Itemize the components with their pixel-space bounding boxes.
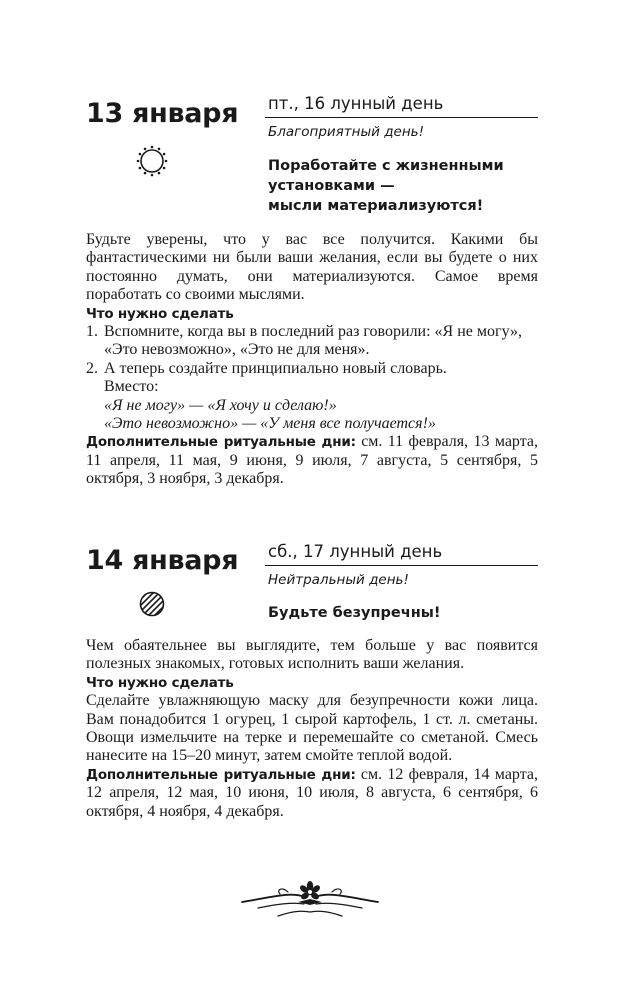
motto-line: установками —	[268, 178, 395, 194]
entry-date: 13 января	[86, 98, 239, 129]
list-number: 2.	[86, 359, 98, 377]
list-item	[86, 360, 538, 434]
header-divider	[265, 565, 538, 566]
list-text: Вспомните, когда вы в последний раз говорили: «Я не могу», «Это невозможно», «Это не для меня».	[104, 323, 522, 359]
todo-text: Сделайте увлажняющую маску для безупречности кожи лица. Вам понадобится 1 огурец, 1 сырой картофель, 1 ст. л. сметаны. Овощи измельчите на терке и перемешайте со сметаной. Смесь нанесите на 15–20 минут, затем смойте теплой водой.	[86, 692, 538, 765]
entry-body	[86, 231, 538, 489]
day-verdict: Благоприятный день!	[268, 124, 425, 140]
ritual-days	[86, 433, 538, 488]
list-text: А теперь создайте принципиально новый словарь.	[104, 359, 447, 377]
day-motto	[268, 156, 504, 216]
ritual-header: Дополнительные ритуальные дни:	[86, 766, 356, 783]
entry-date: 14 января	[86, 545, 239, 576]
flourish-ornament	[238, 872, 382, 924]
intro-paragraph: Чем обаятельнее вы выглядите, тем больше у вас появится полезных знакомых, готовых исполнить ваши желания.	[86, 637, 538, 673]
lunar-day-line: сб., 17 лунный день	[268, 542, 443, 561]
ritual-header: Дополнительные ритуальные дни:	[86, 434, 356, 451]
list-subtext: Вместо:	[104, 378, 159, 396]
todo-header: Что нужно сделать	[86, 305, 234, 322]
motto-line: Будьте безупречны!	[268, 605, 441, 621]
intro-paragraph: Будьте уверены, что у вас все получится. Какими бы фантастическими ни были ваши желания, если вы будете о них постоянно думать, они материализуются. Самое время поработать со своими мыслями.	[86, 231, 538, 304]
todo-header: Что нужно сделать	[86, 674, 234, 691]
ritual-text: см. 12 февраля, 14 марта, 12 апреля, 12 мая, 10 июня, 10 июля, 8 августа, 6 сентября, 6 октября, 4 ноября, 4 декабря.	[86, 765, 538, 820]
day-verdict: Нейтральный день!	[268, 572, 409, 588]
list-number: 1.	[86, 323, 98, 341]
quote-line: «Я не могу» — «Я хочу и сделаю!»	[104, 396, 337, 414]
hatched-moon-icon	[136, 588, 168, 620]
list-item	[86, 323, 538, 360]
motto-line: мысли материализуются!	[268, 198, 484, 214]
quote-line: «Это невозможно» — «У меня все получается!»	[104, 415, 436, 433]
header-divider	[265, 117, 538, 118]
day-motto	[268, 603, 440, 623]
lunar-day-line: пт., 16 лунный день	[268, 94, 444, 113]
entry-body	[86, 637, 538, 821]
motto-line: Поработайте с жизненными	[268, 158, 504, 174]
sun-icon	[134, 143, 170, 179]
ritual-days	[86, 766, 538, 821]
ritual-text: см. 11 февраля, 13 марта, 11 апреля, 11 мая, 9 июня, 9 июля, 7 августа, 5 сентября, 5 октября, 3 ноября, 3 декабря.	[86, 433, 539, 488]
